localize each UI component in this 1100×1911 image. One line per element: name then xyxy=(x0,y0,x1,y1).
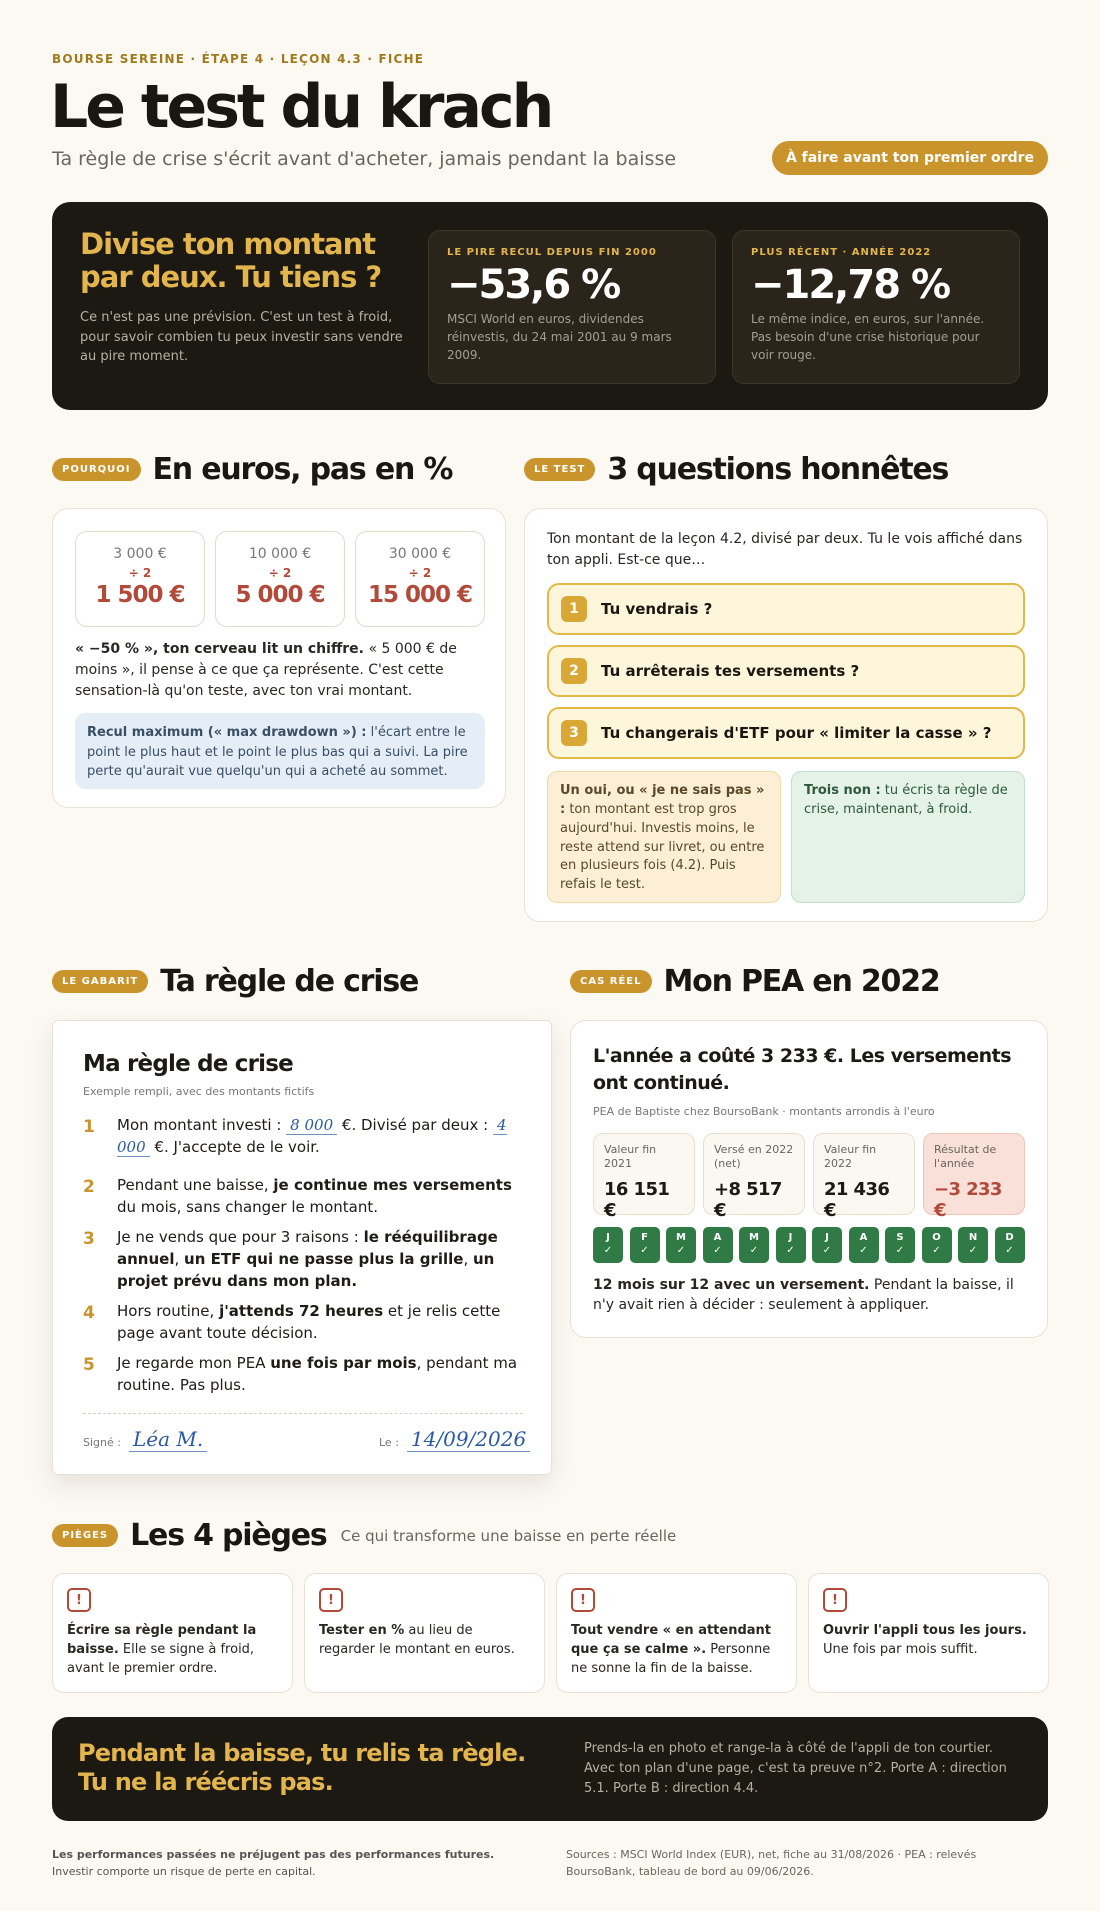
hero-card-value: −53,6 % xyxy=(447,262,620,308)
rule-number: 2 xyxy=(83,1177,95,1197)
section-pieges-header xyxy=(52,1518,676,1553)
rule-text: Je ne vends que pour 3 raisons : xyxy=(117,1228,364,1246)
question-number: 1 xyxy=(561,596,587,622)
question-text: Tu arrêterais tes versements ? xyxy=(601,662,860,680)
euro-divide: ÷ 2 xyxy=(128,566,152,580)
check-icon: ✓ xyxy=(859,1245,868,1256)
rule-item-2 xyxy=(83,1175,523,1219)
pea-footnote xyxy=(593,1275,1033,1316)
check-icon: ✓ xyxy=(932,1245,941,1256)
section-pourquoi-header xyxy=(52,452,452,487)
month-label: J xyxy=(606,1232,610,1243)
month-chip xyxy=(922,1227,952,1263)
signed-name: Léa M. xyxy=(129,1427,207,1452)
hero-banner xyxy=(52,202,1048,410)
rule-card-subtitle: Exemple rempli, avec des montants fictifs xyxy=(83,1085,315,1098)
pourquoi-card xyxy=(52,508,506,808)
check-icon: ✓ xyxy=(603,1245,613,1256)
euro-amount: 10 000 € xyxy=(248,546,312,562)
eyebrow: BOURSE SEREINE · ÉTAPE 4 · LEÇON 4.3 · FICHE xyxy=(52,52,425,66)
month-label: F xyxy=(641,1232,648,1243)
rule-item-1 xyxy=(83,1115,523,1159)
pea-footnote-bold: 12 mois sur 12 avec un versement. xyxy=(593,1277,870,1293)
trap-rest: Elle se signe à froid, avant le premier ordre. xyxy=(67,1641,255,1676)
euro-result: 5 000 € xyxy=(235,582,325,608)
disclaimer-rest: Investir comporte un risque de perte en capital. xyxy=(52,1865,316,1879)
hero-card-value: −12,78 % xyxy=(751,262,950,308)
month-label: D xyxy=(1005,1232,1014,1243)
check-icon: ✓ xyxy=(968,1245,978,1256)
stat-label: Valeur fin 2021 xyxy=(604,1143,657,1171)
month-chip xyxy=(958,1227,988,1263)
rule-text: et je relis cette page avant toute décision. xyxy=(117,1302,501,1342)
question-1 xyxy=(547,583,1025,635)
section-heading: 3 questions honnêtes xyxy=(607,452,949,487)
rule-text-bold: j'attends 72 heures xyxy=(219,1302,384,1320)
drawdown-note-bold: Recul maximum (« max drawdown ») : xyxy=(87,725,367,740)
rule-text: , xyxy=(463,1249,473,1268)
euro-example xyxy=(75,531,205,627)
month-chip xyxy=(812,1227,842,1263)
month-label: A xyxy=(859,1232,868,1243)
date-value: 14/09/2026 xyxy=(407,1427,530,1452)
hero-card-desc: Le même indice, en euros, sur l'année. Pas besoin d'une crise historique pour voir rouge. xyxy=(751,312,985,362)
check-icon: ✓ xyxy=(895,1245,905,1256)
rule-number: 5 xyxy=(83,1355,95,1375)
rule-text: Mon montant investi : xyxy=(117,1116,282,1134)
page-subtitle: Ta règle de crise s'écrit avant d'acheter, jamais pendant la baisse xyxy=(52,148,677,170)
pea-card xyxy=(570,1020,1048,1338)
todo-pill: À faire avant ton premier ordre xyxy=(772,141,1048,175)
question-text: Tu vendrais ? xyxy=(601,600,713,618)
check-icon: ✓ xyxy=(713,1245,722,1256)
month-label: M xyxy=(676,1232,686,1243)
month-chip xyxy=(739,1227,769,1263)
stat-label: Valeur fin 2022 xyxy=(824,1143,877,1171)
month-chip xyxy=(630,1227,660,1263)
rule-text: €. Divisé par deux : xyxy=(341,1116,489,1134)
trap-text xyxy=(67,1622,278,1679)
trap-bold: Tout vendre « en attendant que ça se calme ». xyxy=(571,1623,772,1657)
trap-bold: Ouvrir l'appli tous les jours. xyxy=(823,1623,1027,1638)
question-number: 3 xyxy=(561,720,587,746)
drawdown-note xyxy=(75,713,485,789)
question-2 xyxy=(547,645,1025,697)
signature-date xyxy=(379,1427,530,1452)
euro-result: 1 500 € xyxy=(95,582,185,608)
disclaimer-bold: Les performances passées ne préjugent pas des performances futures. xyxy=(52,1848,495,1861)
month-chip xyxy=(885,1227,915,1263)
section-gabarit-header xyxy=(52,964,418,999)
euro-amount: 3 000 € xyxy=(113,546,167,562)
cta-text: Prends-la en photo et range-la à côté de l'appli de ton courtier. Avec ton plan d'une page, c'est ta preuve n°2. Porte A : direction 5.1. Porte B : direction 4.4. xyxy=(584,1741,1007,1797)
section-heading: Ta règle de crise xyxy=(160,964,419,999)
month-label: S xyxy=(896,1232,904,1243)
section-heading: Les 4 pièges xyxy=(130,1518,327,1553)
hero-card-worst xyxy=(428,230,716,384)
rule-text-bold: un projet prévu dans mon plan. xyxy=(117,1249,495,1290)
check-icon: ✓ xyxy=(1005,1245,1014,1256)
month-chip xyxy=(593,1227,623,1263)
question-3 xyxy=(547,707,1025,759)
hero-card-desc: MSCI World en euros, dividendes réinvestis, du 24 mai 2001 au 9 mars 2009. xyxy=(447,312,672,362)
warning-icon: ! xyxy=(823,1588,847,1612)
trap-card xyxy=(304,1573,545,1693)
stat-value: 16 151 € xyxy=(604,1179,670,1221)
pea-card-heading: L'année a coûté 3 233 €. Les versements ont continué. xyxy=(593,1045,1012,1094)
stat-deposits-2022 xyxy=(703,1133,805,1221)
check-icon: ✓ xyxy=(640,1245,649,1256)
rule-card-title: Ma règle de crise xyxy=(83,1051,293,1077)
amount-field: 8 000 xyxy=(286,1116,337,1135)
pea-footnote-rest: Pendant la baisse, il n'y avait rien à décider : seulement à appliquer. xyxy=(593,1277,1014,1314)
rule-text: Je regarde mon PEA xyxy=(117,1354,271,1372)
trap-bold: Tester en % xyxy=(319,1623,405,1638)
month-chip xyxy=(703,1227,733,1263)
section-tag: LE GABARIT xyxy=(52,970,148,993)
trap-rest: Personne ne sonne la fin de la baisse. xyxy=(571,1641,771,1676)
cta-heading: Pendant la baisse, tu relis ta règle. Tu ne la réécris pas. xyxy=(78,1739,526,1796)
rule-text: €. J'accepte de le voir. xyxy=(154,1137,320,1156)
month-label: A xyxy=(713,1232,722,1243)
check-icon: ✓ xyxy=(749,1245,759,1256)
section-pea-header xyxy=(570,964,940,999)
rule-item-3 xyxy=(83,1227,523,1292)
section-heading: Mon PEA en 2022 xyxy=(663,964,940,999)
test-intro: Ton montant de la leçon 4.2, divisé par deux. Tu le vois affiché dans ton appli. Est-ce que… xyxy=(547,531,1023,568)
stat-value: +8 517 € xyxy=(714,1179,782,1221)
stat-value-2021 xyxy=(593,1133,695,1221)
hero-card-label: PLUS RÉCENT · ANNÉE 2022 xyxy=(751,247,932,258)
rule-text: du mois, sans changer le montant. xyxy=(117,1197,379,1216)
pea-card-subtitle: PEA de Baptiste chez BoursoBank · montants arrondis à l'euro xyxy=(593,1105,935,1118)
pourquoi-text-rest: « 5 000 € de moins », il pense à ce que ça représente. C'est cette sensation-là qu'on teste, avec ton vrai montant. xyxy=(75,641,457,699)
trap-rest: au lieu de regarder le montant en euros. xyxy=(319,1623,515,1657)
stat-label: Versé en 2022 (net) xyxy=(714,1143,794,1171)
answer-no-bold: Trois non : xyxy=(804,783,881,798)
month-chip xyxy=(849,1227,879,1263)
answer-yes-rest: ton montant est trop gros aujourd'hui. Investis moins, le reste attend sur livret, ou entre en plusieurs fois (4.2). Puis refais le test. xyxy=(560,801,765,893)
euro-example xyxy=(355,531,485,627)
answer-yes xyxy=(547,771,781,903)
hero-card-recent xyxy=(732,230,1020,384)
rule-number: 1 xyxy=(83,1117,95,1137)
euro-amount: 30 000 € xyxy=(388,546,452,562)
euro-result: 15 000 € xyxy=(367,582,473,608)
signed-label: Signé : xyxy=(83,1436,121,1449)
month-label: O xyxy=(932,1232,941,1243)
answer-yes-bold: Un oui, ou « je ne sais pas » : xyxy=(560,783,765,817)
check-icon: ✓ xyxy=(786,1245,795,1256)
pourquoi-text-bold: « −50 % », ton cerveau lit un chiffre. xyxy=(75,641,364,657)
section-tag: CAS RÉEL xyxy=(570,970,652,993)
warning-icon: ! xyxy=(67,1588,91,1612)
section-tag: LE TEST xyxy=(524,458,595,481)
crisis-rule-card xyxy=(52,1020,552,1475)
section-heading: En euros, pas en % xyxy=(152,452,453,487)
sources: Sources : MSCI World Index (EUR), net, fiche au 31/08/2026 · PEA : relevés BoursoBank, tableau de bord au 09/06/2026. xyxy=(566,1848,977,1879)
trap-card xyxy=(808,1573,1049,1693)
month-label: M xyxy=(749,1232,759,1243)
rule-item-4 xyxy=(83,1301,523,1345)
trap-card xyxy=(52,1573,293,1693)
section-tag: POURQUOI xyxy=(52,458,141,481)
hero-text: Ce n'est pas une prévision. C'est un test à froid, pour savoir combien tu peux investir sans vendre au pire moment. xyxy=(80,310,403,364)
month-label: J xyxy=(825,1232,829,1243)
rule-number: 4 xyxy=(83,1303,95,1323)
rule-text: , pendant ma routine. Pas plus. xyxy=(117,1354,518,1394)
month-label: J xyxy=(788,1232,793,1243)
answer-no-rest: tu écris ta règle de crise, maintenant, à froid. xyxy=(804,783,1008,817)
rule-text-bold: une fois par mois xyxy=(270,1354,417,1372)
warning-icon: ! xyxy=(319,1588,343,1612)
warning-icon: ! xyxy=(571,1588,595,1612)
section-tag: PIÈGES xyxy=(52,1524,118,1547)
section-test-header xyxy=(524,452,948,487)
check-icon: ✓ xyxy=(822,1245,832,1256)
rule-number: 3 xyxy=(83,1229,95,1249)
stat-value: 21 436 € xyxy=(824,1179,890,1221)
hero-card-label: LE PIRE RECUL DEPUIS FIN 2000 xyxy=(447,247,657,258)
stat-label: Résultat de l'année xyxy=(934,1143,997,1171)
trap-rest: Une fois par mois suffit. xyxy=(823,1641,978,1657)
disclaimer xyxy=(52,1846,532,1880)
rule-text-bold: le rééquilibrage annuel xyxy=(117,1228,498,1268)
pourquoi-text xyxy=(75,639,475,702)
trap-text xyxy=(823,1622,1034,1660)
drawdown-note-rest: l'écart entre le point le plus haut et le point le plus bas qui a suivi. La pire perte qu'aurait vue quelqu'un qui a acheté au sommet. xyxy=(87,725,468,779)
rule-item-5 xyxy=(83,1353,523,1397)
trap-bold: Écrire sa règle pendant la baisse. xyxy=(67,1623,257,1657)
rule-text: , xyxy=(174,1249,185,1268)
signature-divider xyxy=(83,1413,523,1414)
test-card xyxy=(524,508,1048,922)
month-chip xyxy=(776,1227,806,1263)
question-text: Tu changerais d'ETF pour « limiter la casse » ? xyxy=(601,724,992,742)
stat-value: −3 233 € xyxy=(934,1179,1002,1221)
rule-text: Hors routine, xyxy=(117,1302,220,1320)
euro-example xyxy=(215,531,345,627)
half-amount-field: 4 000 xyxy=(117,1116,507,1156)
hero-heading: Divise ton montant par deux. Tu tiens ? xyxy=(80,227,382,295)
rule-text-bold: un ETF qui ne passe plus la grille xyxy=(184,1249,464,1268)
answer-no xyxy=(791,771,1025,903)
rule-text: Pendant une baisse, xyxy=(117,1176,274,1194)
euro-divide: ÷ 2 xyxy=(408,566,432,580)
date-label: Le : xyxy=(379,1436,399,1449)
cta-banner xyxy=(52,1717,1048,1821)
month-chip xyxy=(666,1227,696,1263)
trap-text xyxy=(571,1622,782,1679)
trap-text xyxy=(319,1622,530,1660)
euro-divide: ÷ 2 xyxy=(268,566,292,580)
month-label: N xyxy=(968,1232,978,1243)
trap-card xyxy=(556,1573,797,1693)
section-subheading: Ce qui transforme une baisse en perte réelle xyxy=(340,1526,677,1545)
signature xyxy=(83,1427,207,1452)
month-chip xyxy=(995,1227,1025,1263)
page-title: Le test du krach xyxy=(50,72,552,142)
rule-text-bold: je continue mes versements xyxy=(273,1176,512,1194)
stat-result xyxy=(923,1133,1025,1221)
stat-value-2022 xyxy=(813,1133,915,1221)
question-number: 2 xyxy=(561,658,587,684)
check-icon: ✓ xyxy=(676,1245,686,1256)
